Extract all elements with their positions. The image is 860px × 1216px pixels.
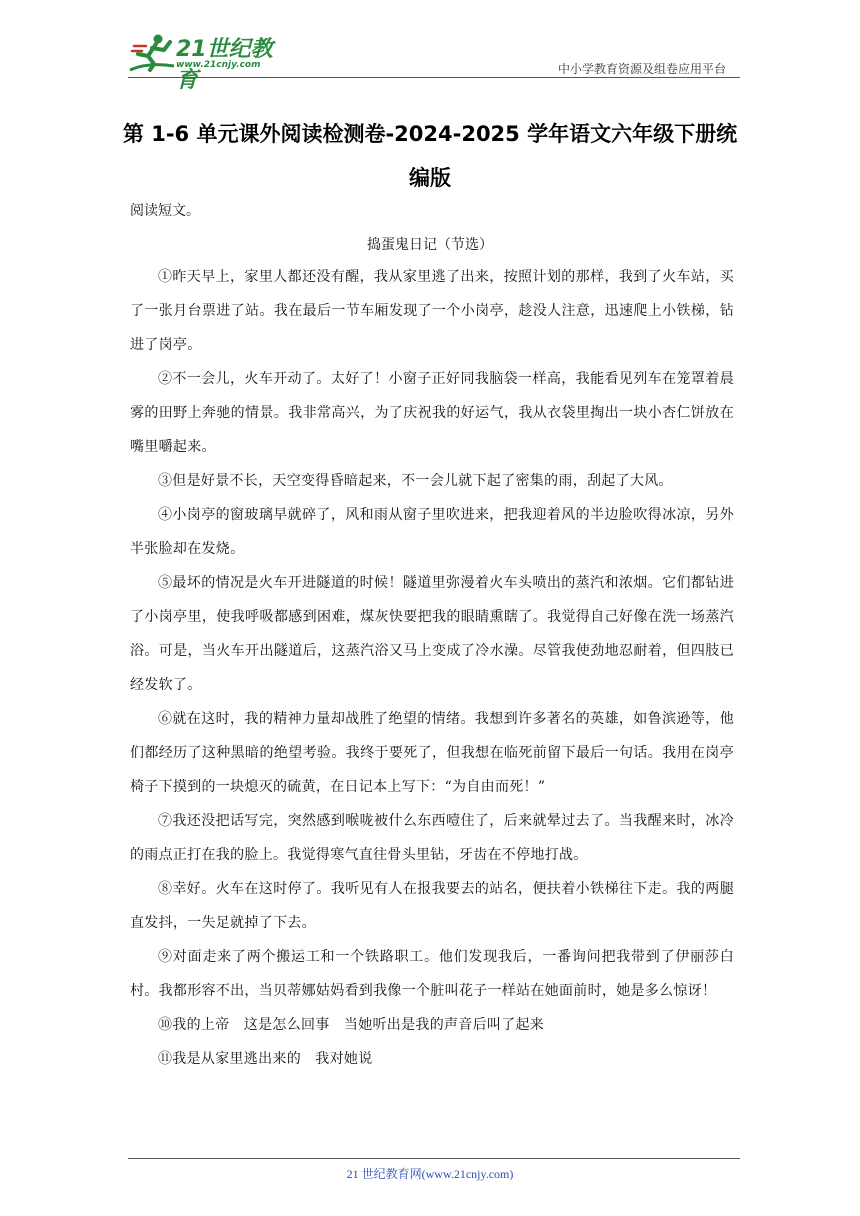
- reading-instruction: 阅读短文。: [130, 203, 200, 219]
- paragraph-4: ④小岗亭的窗玻璃早就碎了，风和雨从窗子里吹进来，把我迎着风的半边脸吹得冰凉，另外半张脸却在发烧。: [130, 507, 734, 557]
- header-divider: [128, 77, 740, 78]
- footer-link[interactable]: 21 世纪教育网(www.21cnjy.com): [346, 1167, 514, 1181]
- title-line-1: 第 1-6 单元课外阅读检测卷-2024-2025 学年语文六年级下册统: [122, 122, 738, 146]
- paragraph-11: ⑪我是从家里逃出来的 我对她说: [158, 1051, 373, 1067]
- paragraph-2: ②不一会儿，火车开动了。太好了！小窗子正好同我脑袋一样高，我能看见列车在笼罩着晨雾的田野上奔驰的情景。我非常高兴，为了庆祝我的好运气，我从衣袋里掏出一块小杏仁饼放在嘴里嚼起来。: [130, 371, 734, 455]
- passage-body: [130, 260, 734, 1076]
- paragraph-7: ⑦我还没把话写完，突然感到喉咙被什么东西噎住了，后来就晕过去了。当我醒来时，冰冷的雨点正打在我的脸上。我觉得寒气直往骨头里钻，牙齿在不停地打战。: [130, 813, 734, 863]
- paragraph-10: ⑩我的上帝 这是怎么回事 当她听出是我的声音后叫了起来: [158, 1017, 545, 1033]
- page-title: [120, 112, 740, 200]
- paragraph-1: ①昨天早上，家里人都还没有醒，我从家里逃了出来，按照计划的那样，我到了火车站，买了一张月台票进了站。我在最后一节车厢发现了一个小岗亭，趁没人注意，迅速爬上小铁梯，钻进了岗亭。: [130, 269, 734, 353]
- paragraph-5: ⑤最坏的情况是火车开进隧道的时候！隧道里弥漫着火车头喷出的蒸汽和浓烟。它们都钻进了小岗亭里，使我呼吸都感到困难，煤灰快要把我的眼睛熏瞎了。我觉得自己好像在洗一场蒸汽浴。可是，当火车开出隧道后，这蒸汽浴又马上变成了冷水澡。尽管我使劲地忍耐着，但四肢已经发软了。: [130, 575, 734, 693]
- running-person-icon: [128, 32, 176, 74]
- footer-divider: [128, 1158, 740, 1159]
- page-header: [128, 30, 740, 93]
- paragraph-8: ⑧幸好。火车在这时停了。我听见有人在报我要去的站名，便扶着小铁梯往下走。我的两腿直发抖，一失足就掉了下去。: [130, 881, 734, 931]
- logo: [128, 30, 288, 93]
- logo-text: 21世纪教育: [176, 37, 273, 93]
- platform-name: 中小学教育资源及组卷应用平台: [557, 62, 726, 76]
- passage-title: 捣蛋鬼日记（节选）: [367, 237, 493, 253]
- logo-url: www.21cnjy.com: [176, 60, 261, 70]
- title-line-2: 编版: [409, 166, 451, 190]
- paragraph-3: ③但是好景不长，天空变得昏暗起来，不一会儿就下起了密集的雨，刮起了大风。: [158, 473, 673, 489]
- paragraph-6: ⑥就在这时，我的精神力量却战胜了绝望的情绪。我想到许多著名的英雄，如鲁滨逊等，他们都经历了这种黑暗的绝望考验。我终于要死了，但我想在临死前留下最后一句话。我用在岗亭椅子下摸到的一块熄灭的硫黄，在日记本上写下：“为自由而死！”: [130, 711, 734, 795]
- paragraph-9: ⑨对面走来了两个搬运工和一个铁路职工。他们发现我后，一番询问把我带到了伊丽莎白村。我都形容不出，当贝蒂娜姑妈看到我像一个脏叫花子一样站在她面前时，她是多么惊讶！: [130, 949, 734, 999]
